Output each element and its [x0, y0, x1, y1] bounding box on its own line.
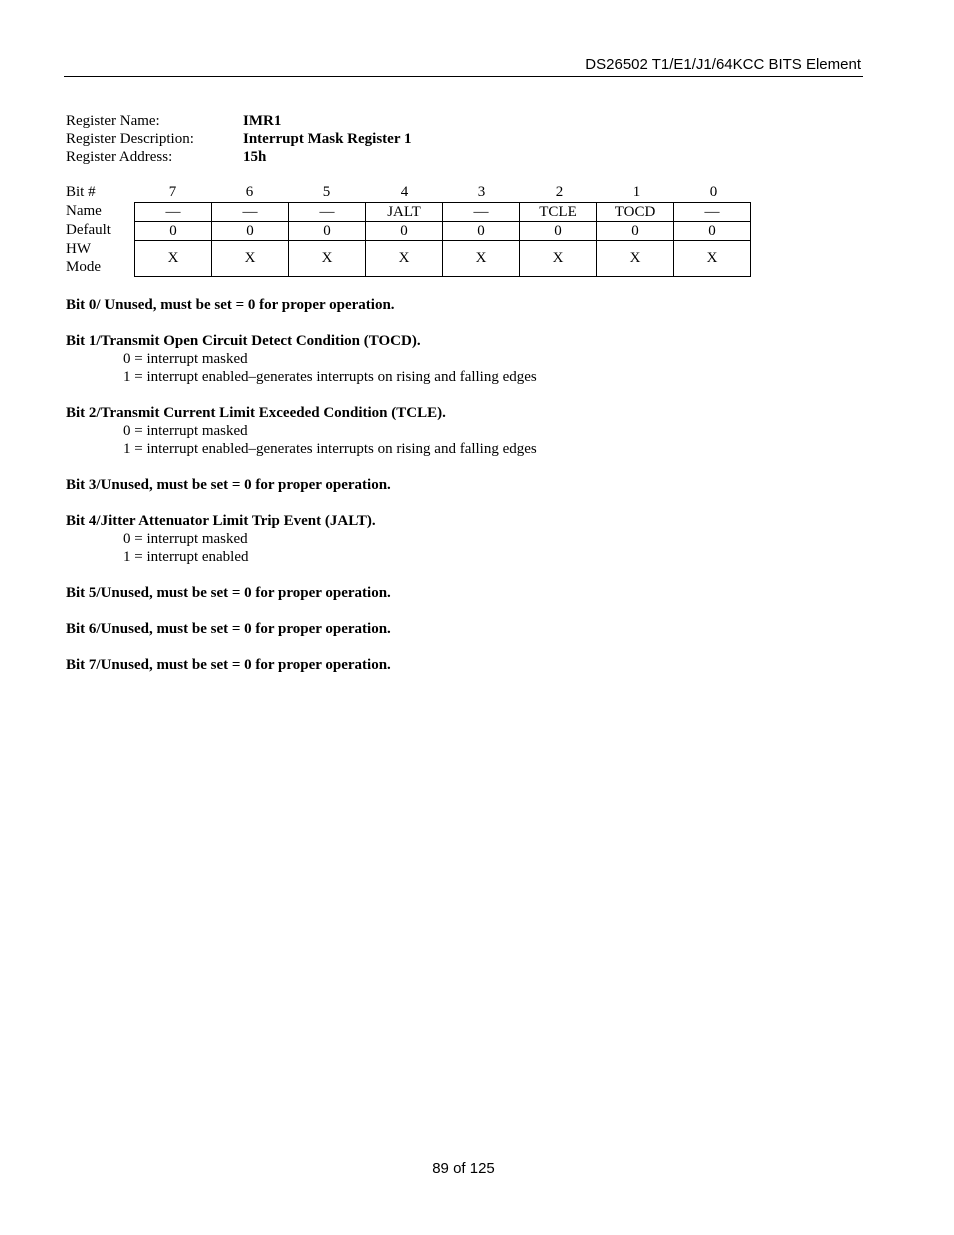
hw-mode-row-label [66, 240, 101, 276]
bit-name-cell: TCLE [520, 203, 597, 222]
bit-number: 3 [477, 184, 486, 200]
bit3-description: Bit 3/Unused, must be set = 0 for proper operation. [66, 477, 391, 493]
bit2-option-0: 0 = interrupt masked [123, 423, 248, 439]
document-title: DS26502 T1/E1/J1/64KCC BITS Element [585, 56, 861, 73]
register-description-label: Register Description: [66, 131, 194, 147]
register-name-value: IMR1 [243, 113, 282, 129]
register-info [66, 112, 411, 166]
bit-number-row [66, 182, 766, 202]
bit-default-cell: 0 [443, 222, 520, 241]
bit-default-cell: 0 [212, 222, 289, 241]
bit0-description: Bit 0/ Unused, must be set = 0 for proper operation. [66, 297, 395, 313]
register-description-value: Interrupt Mask Register 1 [243, 131, 412, 147]
bit-hw-mode-cell: X [443, 241, 520, 277]
bit-number: 4 [400, 184, 409, 200]
name-row-label: Name [66, 203, 102, 219]
bit-hw-mode-cell: X [366, 241, 443, 277]
bit-default-cell: 0 [366, 222, 443, 241]
bit7-description: Bit 7/Unused, must be set = 0 for proper operation. [66, 657, 391, 673]
bit-hw-mode-cell: X [135, 241, 212, 277]
bit-default-cell: 0 [674, 222, 751, 241]
page-number: 89 of 125 [432, 1160, 495, 1177]
hw-mode-label-line2: Mode [66, 259, 101, 275]
bit-number: 2 [555, 184, 564, 200]
bit-name-cell: — [212, 203, 289, 222]
bit-name-cell: JALT [366, 203, 443, 222]
hw-mode-row [135, 241, 751, 277]
bit1-option-1: 1 = interrupt enabled–generates interrupts on rising and falling edges [123, 369, 537, 385]
bit-number-label: Bit # [66, 184, 96, 200]
bit-default-cell: 0 [520, 222, 597, 241]
bit-number: 5 [322, 184, 331, 200]
bit-name-cell: — [674, 203, 751, 222]
bit2-option-1: 1 = interrupt enabled–generates interrupts on rising and falling edges [123, 441, 537, 457]
bit-hw-mode-cell: X [289, 241, 366, 277]
bit5-description: Bit 5/Unused, must be set = 0 for proper operation. [66, 585, 391, 601]
bit6-description: Bit 6/Unused, must be set = 0 for proper operation. [66, 621, 391, 637]
bit-hw-mode-cell: X [212, 241, 289, 277]
bit2-title: Bit 2/Transmit Current Limit Exceeded Condition (TCLE). [66, 405, 446, 421]
bit1-option-0: 0 = interrupt masked [123, 351, 248, 367]
register-description-row [66, 130, 411, 148]
register-name-label: Register Name: [66, 113, 160, 129]
bit-name-cell: TOCD [597, 203, 674, 222]
bit-default-cell: 0 [135, 222, 212, 241]
name-row [135, 203, 751, 222]
bit-hw-mode-cell: X [674, 241, 751, 277]
header-divider [64, 76, 863, 77]
register-address-value: 15h [243, 149, 267, 165]
bit-hw-mode-cell: X [520, 241, 597, 277]
bit4-title: Bit 4/Jitter Attenuator Limit Trip Event (JALT). [66, 513, 376, 529]
bit4-option-1: 1 = interrupt enabled [123, 549, 249, 565]
bit-name-cell: — [289, 203, 366, 222]
bit-number: 1 [632, 184, 641, 200]
bit-name-cell: — [443, 203, 520, 222]
bit-number: 6 [245, 184, 254, 200]
bit-grid [134, 202, 751, 277]
bit-descriptions [66, 296, 826, 674]
default-row [135, 222, 751, 241]
bit-number: 0 [709, 184, 718, 200]
bit1-title: Bit 1/Transmit Open Circuit Detect Condition (TOCD). [66, 333, 421, 349]
hw-mode-label-line1: HW [66, 241, 91, 257]
bit-default-cell: 0 [289, 222, 366, 241]
register-name-row [66, 112, 411, 130]
bit-default-cell: 0 [597, 222, 674, 241]
bit-hw-mode-cell: X [597, 241, 674, 277]
register-address-row [66, 148, 411, 166]
default-row-label: Default [66, 222, 111, 238]
register-address-label: Register Address: [66, 149, 173, 165]
bit4-option-0: 0 = interrupt masked [123, 531, 248, 547]
bit-number: 7 [168, 184, 177, 200]
bit-name-cell: — [135, 203, 212, 222]
